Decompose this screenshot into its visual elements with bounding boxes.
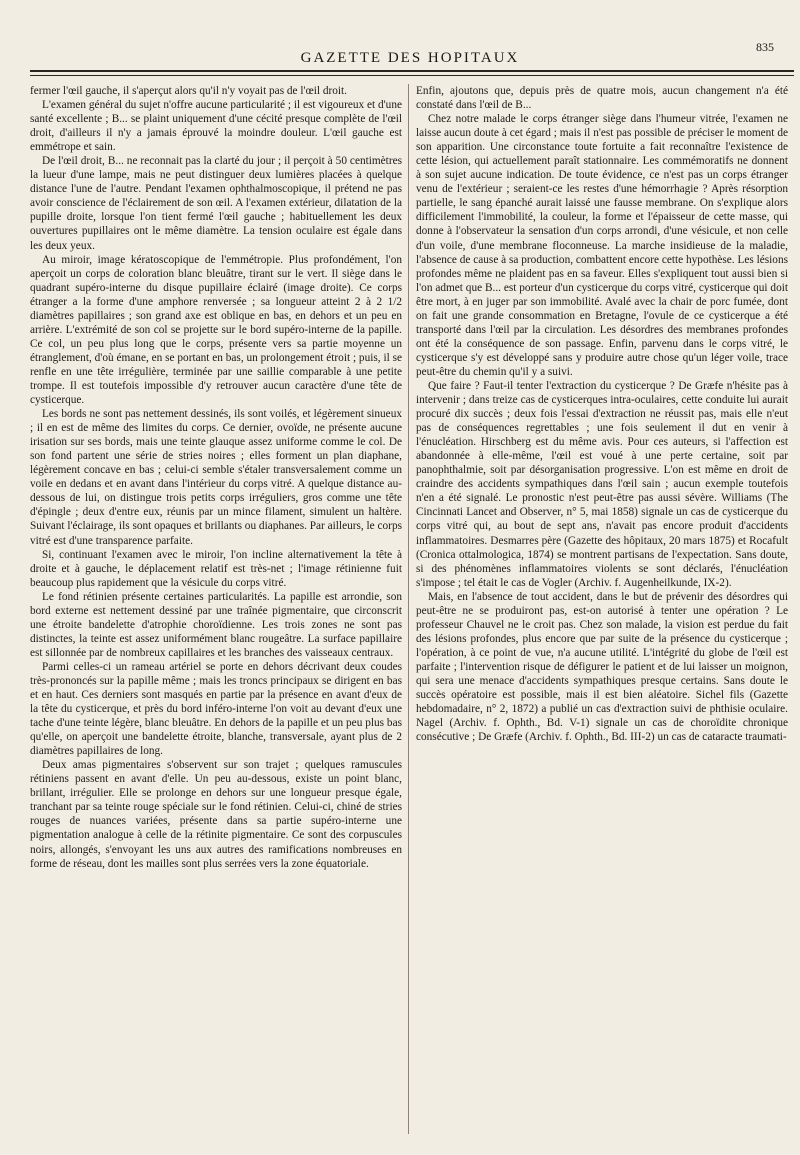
left-column (30, 84, 402, 1134)
paragraph: De l'œil droit, B... ne reconnait pas la clarté du jour ; il perçoit à 50 centimètres la lueur d'une lampe, mais ne peut distinguer deux lumières placées à quelque distance l'une de l'autre. Pendant l'examen ophthalmoscopique, il prétend ne pas avoir conscience de l'éclairement de son œil. A l'examen extérieur, dilatation de la pupille droite, lorsque l'on tient fermé l'œil gauche ; habituellement les deux ouvertures pupillaires ont le même diamètre. La tension oculaire est égale dans les deux yeux. (30, 155, 402, 252)
paragraph: Mais, en l'absence de tout accident, dans le but de prévenir des désordres qui peut-être ne se produiront pas, est-on autorisé à tenter une opération ? Le professeur Chauvel ne le croit pas. Chez son malade, la vision est perdue du fait des lésions profondes, plus encore que par suite de la présence du cysticerque ; l'opération, à ce point de vue, n'a aucune utilité. L'intégrité du globe de l'œil est parfaite ; l'intervention risque de défigurer le patient et de lui laisser un moignon, qui sera une menace d'accidents sympathiques presque certains. Sans doute le succès opératoire est possible, mais il est bien aléatoire. Sichel fils (Gazette hebdomadaire, n° 2, 1872) a publié un cas d'extraction suivi de phthisie oculaire. Nagel (Archiv. f. Ophth., Bd. V-1) signale un cas de choroïdite chronique consécutive ; De Græfe (Archiv. f. Ophth., Bd. III-2) un cas de cataracte traumati- (416, 590, 788, 744)
paragraph: Les bords ne sont pas nettement dessinés, ils sont voilés, et légèrement sinueux ; il en est de même des limites du corps. Ce dernier, ovoïde, ne présente aucune irisation sur ses bords, mais une teinte glauque assez uniforme comme le col. De son fond partent une série de stries noires ; elles forment un plan diaphane, légèrement concave en bas ; celui-ci semble s'étaler transversalement comme un voile en dedans et en avant dans l'intérieur du corps vitré. A quelque distance au-dessous de lui, on distingue trois petits corps irréguliers, gros comme une tête d'épingle ; deux d'entre eux, réunis par un mince filament, simulent un haltère. Suivant l'éclairage, ils sont opaques et brillants ou diaphanes. Par ailleurs, le corps vitré est d'une transparence parfaite. (30, 408, 402, 547)
paragraph: Que faire ? Faut-il tenter l'extraction du cysticerque ? De Græfe n'hésite pas à intervenir ; dans treize cas de cysticerques intra-oculaires, cette conduite lui aurait procuré dix succès ; deux fois l'essai d'extraction ne réussit pas, mais elle n'eut pas de conséquences regrettables ; une fois seulement il dut en venir à l'énucléation. Hirschberg est du même avis. Pour ces auteurs, si l'affection est abandonnée à elle-même, l'œil est voué à une perte certaine, soit par panophthalmie, soit par désorganisation progressive. L'on est même en droit de craindre des accidents sympathiques dans l'œil sain ; aucun exemple toutefois n'en a été signalé. Le pronostic n'est peut-être pas aussi sévère. Williams (The Cincinnati Lancet and Observer, n° 5, mai 1858) signale un cas de cysticerque du corps vitré qui, au bout de sept ans, n'avait pas encore produit d'accidents inflammatoires. Desmarres père (Gazette des hôpitaux, 20 mars 1875) et Rocafult (Cronica ottalmologica, 1874) se montrent partisans de l'expectation. Sans doute, si des phénomènes inflammatoires violents se sont déclarés, l'énucléation s'impose ; tel était le cas de Vogler (Archiv. f. Augenheilkunde, IX-2). (416, 379, 788, 589)
paragraph: Au miroir, image kératoscopique de l'emmétropie. Plus profondément, l'on aperçoit un corps de coloration blanc bleuâtre, tirant sur le vert. Il siège dans le quadrant supéro-interne du disque pupillaire éclairé (image droite). Ce corps étranger a la forme d'une amphore renversée ; sa longueur atteint 2 à 2 1/2 diamètres papillaires ; son grand axe est oblique en bas, en dehors et un peu en arrière. L'extrémité de son col se projette sur le bord supéro-interne de la papille. Ce col, un peu plus long que le corps, présente vers sa partie moyenne un étranglement, d'où émane, en se portant en bas, un prolongement étroit ; puis, il se renfle en une tête irrégulière, terminée par une saillie comparable à une petite trompe. Il est toutefois impossible d'y retrouver aucun caractère d'une tête de cysticerque. (30, 253, 402, 407)
header-rule-thick (30, 70, 794, 72)
header-rule-thin (30, 75, 794, 76)
column-divider (408, 84, 409, 1134)
page-number: 835 (756, 40, 774, 54)
paragraph: L'examen général du sujet n'offre aucune particularité ; il est vigoureux et d'une santé excellente ; B... se plaint uniquement d'une cécité presque complète de l'œil droit, d'ailleurs il n'y a jamais éprouvé la moindre douleur. L'œil gauche est emmétrope et sain. (30, 99, 402, 154)
journal-title: GAZETTE DES HOPITAUX (300, 50, 520, 66)
paragraph: Enfin, ajoutons que, depuis près de quatre mois, aucun changement n'a été constaté dans l'œil de B... (416, 85, 788, 112)
paragraph: fermer l'œil gauche, il s'aperçut alors qu'il n'y voyait pas de l'œil droit. (30, 85, 347, 97)
paragraph: Parmi celles-ci un rameau artériel se porte en dehors décrivant deux coudes très-prononcés sur la papille même ; mais les troncs principaux se dirigent en bas et en haut. Ces derniers sont masqués en partie par la présence en avant d'eux de la tête du cysticerque, et près du bord inféro-interne l'on voit au devant d'eux une tache d'une teinte légère, blanc bleuâtre. En dehors de la papille et un peu plus bas qu'elle, on aperçoit une bandelette étroite, blanche, transversale, ayant plus de 2 diamètres papillaires de long. (30, 660, 402, 758)
paragraph: Si, continuant l'examen avec le miroir, l'on incline alternativement la tête à droite et à gauche, le déplacement relatif est très-net ; l'image rétinienne fuit beaucoup plus rapidement que la vésicule du corps vitré. (30, 548, 402, 589)
paragraph: Deux amas pigmentaires s'observent sur son trajet ; quelques ramuscules rétiniens passent en avant d'elle. Un peu au-dessous, existe un point blanc, brillant, irrégulier. Elle se prolonge en dehors sur une longueur presque égale, tranchant par sa teinte rouge spéciale sur le fond rétinien. Celui-ci, chiné de stries rouges de nuances variées, présente dans sa partie supéro-interne une pigmentation analogue à celle de la rétinite pigmentaire. Ce sont des corpuscules noirs, allongés, s'envoyant les uns aux autres des ramifications nombreuses en forme de réseau, dont les mailles sont plus serrées vers la zone équatoriale. (30, 759, 402, 870)
right-column (416, 84, 788, 1134)
paragraph: Chez notre malade le corps étranger siège dans l'humeur vitrée, l'examen ne laisse aucun doute à cet égard ; mais il n'est pas possible de préciser le moment de son apparition. Une circonstance toute fortuite a fait reconnaître l'existence de cette lésion, qui actuellement paraît stationnaire. Les commémoratifs ne donnent à son sujet aucune indication. De toute évidence, ce n'est pas un corps étranger venu de l'extérieur ; seraient-ce les restes d'une hémorrhagie ? Après résorption partielle, le sang épanché aurait laissé une fausse membrane. On s'explique alors difficilement l'immobilité, la couleur, la forme et l'épaisseur de cette masse, qui donne à l'observateur la sensation d'un corps arrondi, d'une vésicule, et non celle d'un voile, d'une membrane floconneuse. La marche insidieuse de la maladie, l'absence de cause à sa production, combattent encore cette hypothèse. Les lésions profondes même ne plaident pas en sa faveur. Elles s'expliquent tout aussi bien si l'on admet que B... est porteur d'un cysticerque du corps vitré, cysticerque qui doit être mort, à en juger par son immobilité. Avalé avec la chair de porc fumée, dont on fait une grande consommation en Bretagne, l'ovule de ce cysticerque a été transporté dans l'œil par la circulation. Les désordres des membranes profondes ont été la conséquence de son passage. Enfin, parvenu dans le corps vitré, le cysticerque s'y est développé sans y produire autre chose qu'un léger voile, trace peut-être du chemin qu'il y a suivi. (416, 113, 788, 378)
paragraph: Le fond rétinien présente certaines particularités. La papille est arrondie, son bord externe est nettement dessiné par une traînée pigmentaire, que circonscrit une étroite bandelette d'atrophie choroïdienne. Les trois zones ne sont pas distinctes, la teinte est assez uniformément blanc rougeâtre. La surface papillaire est sillonnée par de nombreux capillaires et les branches des vaisseaux centraux. (30, 590, 402, 659)
